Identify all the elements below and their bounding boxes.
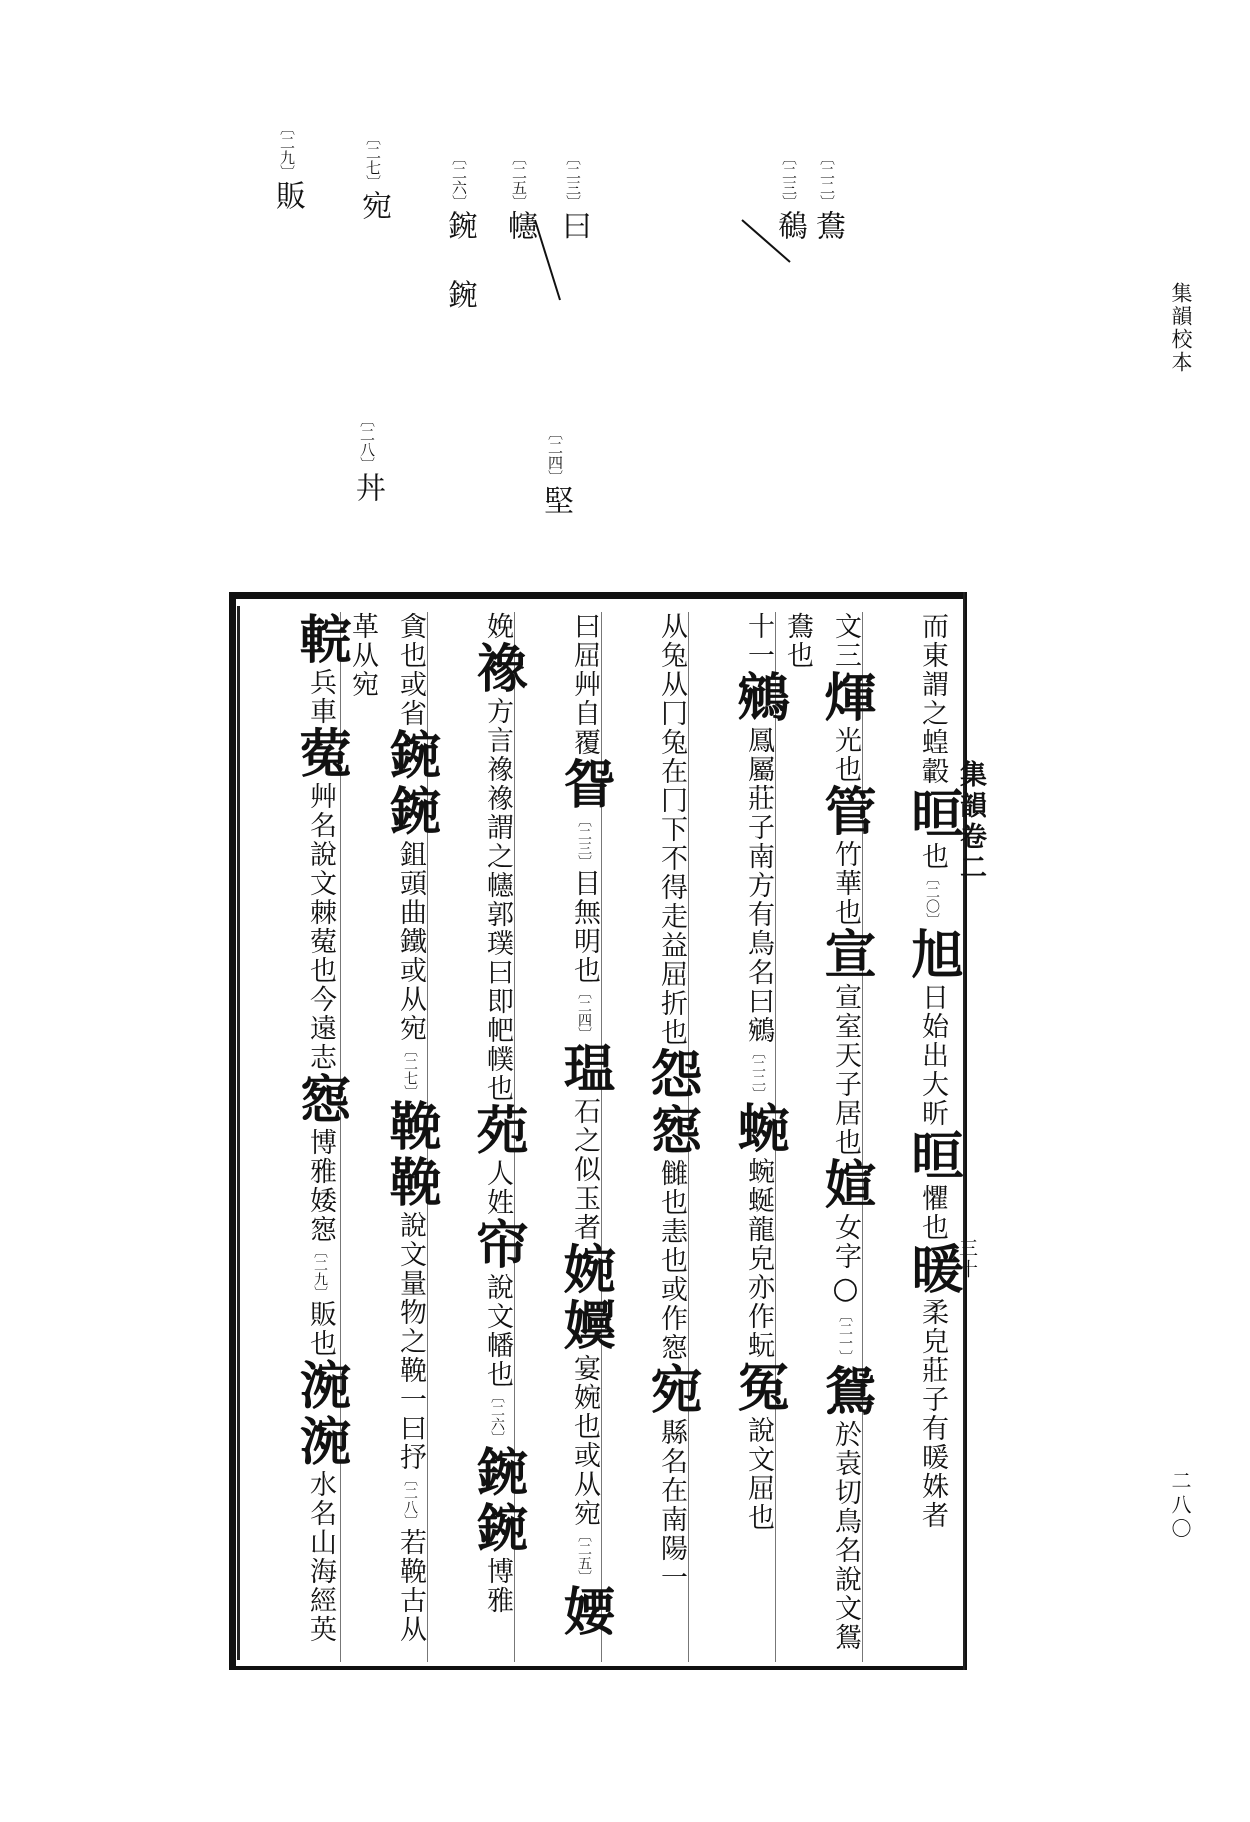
gloss-text: 日始出大昕 [917, 983, 948, 1128]
gloss-text: 光也 [830, 726, 861, 784]
gloss-text: 蜿蜒龍皃亦作 [743, 1157, 774, 1331]
gloss-text: 若鞔古从革从宛 [347, 612, 426, 1644]
text-column [435, 612, 528, 1662]
headword: 管 [815, 784, 876, 840]
headword: 瑥 [554, 1041, 615, 1097]
gloss-text: 方言襐襐謂之幰郭璞曰即帊幞也 [482, 697, 513, 1103]
gloss-text: 十一 [743, 612, 774, 670]
collation-marker: 〔二四〕 [576, 985, 592, 1041]
headword: 媗 [815, 1157, 876, 1213]
gloss-text: 說文幡也 [482, 1273, 513, 1389]
gloss-text: 貪也或省 [395, 612, 426, 728]
fold-strip-page: 三十 [956, 1238, 978, 1280]
collation-marker: 〔二〇〕 [924, 871, 940, 927]
headword: 鵷 [728, 670, 789, 726]
headword: 眢 [554, 757, 615, 813]
headword: 惌 [641, 1103, 702, 1159]
note-marker: 〔二三〕 [564, 150, 582, 210]
gloss-text: 宣室天子居也 [830, 983, 861, 1157]
collation-marker: 〔二八〕 [402, 1472, 418, 1528]
running-title: 集韻校本 [1169, 282, 1193, 374]
text-column [870, 612, 963, 1662]
gloss-text: 石之似玉者 [569, 1097, 600, 1242]
text-column [258, 612, 351, 1662]
note-text: 丼 [350, 472, 385, 504]
collation-marker: 〔二六〕 [489, 1389, 505, 1445]
collation-marker: 〔二一〕 [837, 1308, 853, 1364]
headword: 宣 [815, 927, 876, 983]
gloss-text: 曰屈艸自覆 [569, 612, 600, 757]
fold-strip-title: 集韻卷二 [955, 760, 986, 884]
text-column [609, 612, 702, 1662]
gloss-text: 竹華也 [830, 840, 861, 927]
note-text: 鵗 [772, 210, 807, 242]
headword: 鋺 [467, 1445, 528, 1501]
fold-strip [963, 592, 987, 1670]
gloss-text: 雠也恚也或作惌 [656, 1159, 687, 1362]
collation-marker: 〔二七〕 [402, 1043, 418, 1099]
headword: 涴 [290, 1414, 351, 1470]
headword: 涴 [290, 1358, 351, 1414]
gloss-text: 說文量物之鞔一曰抒 [395, 1211, 426, 1472]
headword: 鴛 [815, 1364, 876, 1420]
headword: 鞔 [380, 1155, 441, 1211]
note-text: 堅 [538, 485, 573, 517]
headword: 鋺 [380, 728, 441, 784]
headword: 暖 [902, 1242, 963, 1298]
gloss-text: 水名山海經英 [305, 1470, 336, 1644]
gloss-text: 於袁切鳥名說文鴛鴦也 [782, 612, 861, 1652]
note-marker: 〔二四〕 [546, 425, 564, 485]
note-marker: 〔二九〕 [278, 120, 296, 180]
gloss-text: 艸名說文棘蒬也今遠志 [305, 782, 336, 1072]
gloss-text: 博雅婑惌 [305, 1128, 336, 1244]
note-marker: 〔二八〕 [358, 412, 376, 472]
gloss-text: 宴婉也或从宛 [569, 1354, 600, 1528]
headword: 鋺 [467, 1501, 528, 1557]
headword: 襐 [467, 641, 528, 697]
note-text: 鴦 [810, 210, 845, 242]
headword: 晅 [902, 786, 963, 842]
note-marker: 〔二二〕 [818, 150, 836, 210]
gloss-text: 从兔从冂兔在冂下不得走益屈折也 [656, 612, 687, 1047]
gloss-text: 人姓 [482, 1159, 513, 1217]
headword: 旭 [902, 927, 963, 983]
headword: 帘 [467, 1217, 528, 1273]
headword: 苑 [467, 1103, 528, 1159]
collation-marker: 〔二五〕 [576, 1528, 592, 1584]
section-circle: ○ [828, 1271, 863, 1308]
gloss-text: 蚖 [743, 1331, 774, 1360]
gloss-text: 女字 [830, 1213, 861, 1271]
headword: 鋺 [380, 784, 441, 840]
headword: 冤 [728, 1360, 789, 1416]
headword: 晅 [902, 1128, 963, 1184]
headword: 煇 [815, 670, 876, 726]
collation-marker: 〔二九〕 [312, 1244, 328, 1300]
headword: 嬽 [554, 1298, 615, 1354]
headword: 鞔 [380, 1099, 441, 1155]
gloss-text: 販也 [305, 1300, 336, 1358]
note-text: 鋺 鋺 [442, 210, 477, 311]
note-text: 販 [270, 180, 305, 212]
headword: 宛 [641, 1362, 702, 1418]
text-column [522, 612, 615, 1662]
collation-marker: 〔二三〕 [576, 813, 592, 869]
gloss-text: 柔皃莊子有暖姝者 [917, 1298, 948, 1530]
gloss-text: 文三 [830, 612, 861, 670]
headword: 怨 [641, 1047, 702, 1103]
note-text: 幰 [502, 210, 537, 242]
headword: 蒬 [290, 726, 351, 782]
collation-marker: 〔二二〕 [750, 1045, 766, 1101]
text-column [782, 612, 876, 1662]
text-column [347, 612, 441, 1662]
gloss-text: 說文屈也 [743, 1416, 774, 1532]
gloss-text: 兵車 [305, 668, 336, 726]
gloss-text: 縣名在南陽一 [656, 1418, 687, 1592]
headword: 婹 [554, 1584, 615, 1640]
gloss-text: 而東謂之蝗 [917, 612, 948, 757]
gloss-text: 轂 [917, 757, 948, 786]
note-text: 曰 [556, 210, 591, 242]
gloss-text: 博雅 [482, 1557, 513, 1615]
headword: 婉 [554, 1242, 615, 1298]
headword: 惌 [290, 1072, 351, 1128]
headword: 蜿 [728, 1101, 789, 1157]
note-marker: 〔二三〕 [780, 150, 798, 210]
gloss-text: 鉏頭曲鐵或从宛 [395, 840, 426, 1043]
page-number: 二八〇 [1168, 1470, 1192, 1542]
note-marker: 〔二六〕 [450, 150, 468, 210]
gloss-text: 娩 [482, 612, 513, 641]
note-marker: 〔二七〕 [364, 130, 382, 190]
note-text: 宛 [356, 190, 391, 222]
gloss-text: 目無明也 [569, 869, 600, 985]
gloss-text: 鳳屬莊子南方有鳥名曰鵷 [743, 726, 774, 1045]
gloss-text: 懼也 [917, 1184, 948, 1242]
frame-inner-rule [237, 606, 240, 1660]
note-marker: 〔二五〕 [510, 150, 528, 210]
headword: 輐 [290, 612, 351, 668]
gloss-text: 也 [917, 842, 948, 871]
text-column [696, 612, 789, 1662]
